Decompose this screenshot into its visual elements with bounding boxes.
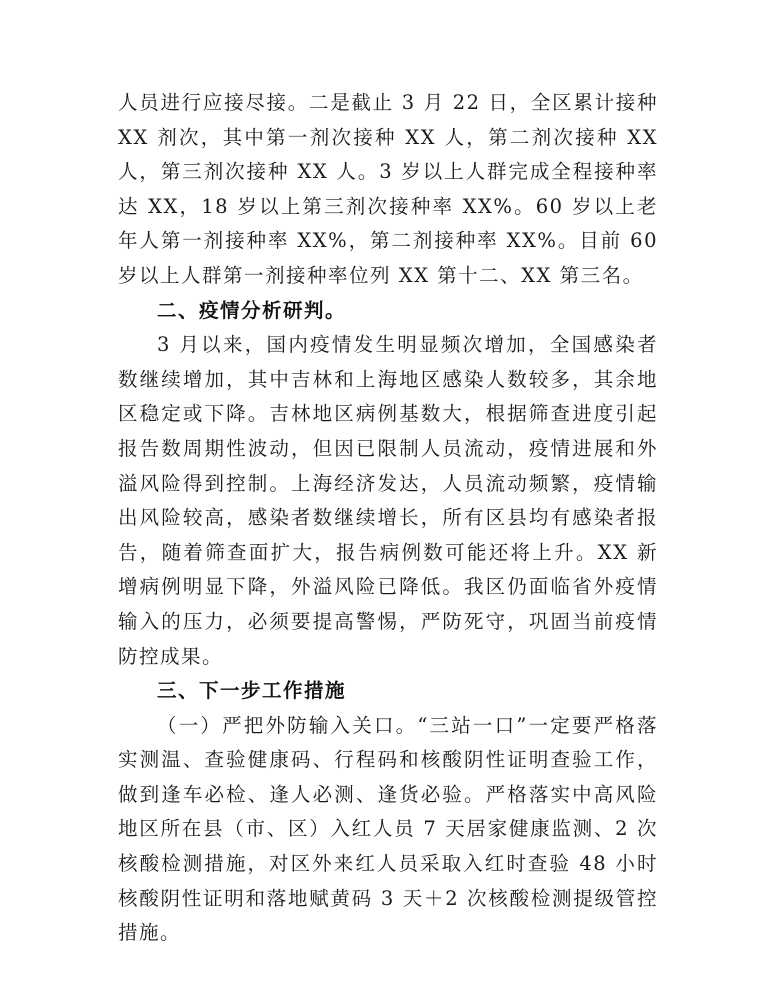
section-heading-next-steps: 三、下一步工作措施 [157,679,347,703]
section-heading-epidemic-analysis: 二、疫情分析研判。 [157,298,347,322]
paragraph-epidemic-analysis: 3 月以来，国内疫情发生明显频次增加，全国感染者数继续增加，其中吉林和上海地区感染人数较多，其余地区稳定或下降。吉林地区病例基数大，根据筛查进度引起报告数周期性波动，但因已限制人员流动，疫情进展和外溢风险得到控制。上海经济发达，人员流动频繁，疫情输出风险较高，感染者数继续增长，所有区县均有感染者报告，随着筛查面扩大，报告病例数可能还将上升。XX 新增病例明显下降，外溢风险已降低。我区仍面临省外疫情输入的压力，必须要提高警惕，严防死守，巩固当前疫情防控成果。 [118,333,658,668]
paragraph-import-prevention: （一）严把外防输入关口。“三站一口”一定要严格落实测温、查验健康码、行程码和核酸阴性证明查验工作，做到逢车必检、逢人必测、逢货必验。严格落实中高风险地区所在县（市、区）入红人员 7 天居家健康监测、2 次核酸检测措施，对区外来红人员采取入红时查验 48 小时核酸阴性证明和落地赋黄码 3 天＋2 次核酸检测提级管控措施。 [118,713,658,945]
paragraph-vaccination-summary: 人员进行应接尽接。二是截止 3 月 22 日，全区累计接种 XX 剂次，其中第一剂次接种 XX 人，第二剂次接种 XX 人，第三剂次接种 XX 人。3 岁以上人群完成全程接种率达 XX，18 岁以上第三剂次接种率 XX%。60 岁以上老年人第一剂接种率 XX%，第二剂接种率 XX%。目前 60 岁以上人群第一剂接种率位列 XX 第十二、XX 第三名。 [118,91,658,287]
document-body [118,86,658,951]
